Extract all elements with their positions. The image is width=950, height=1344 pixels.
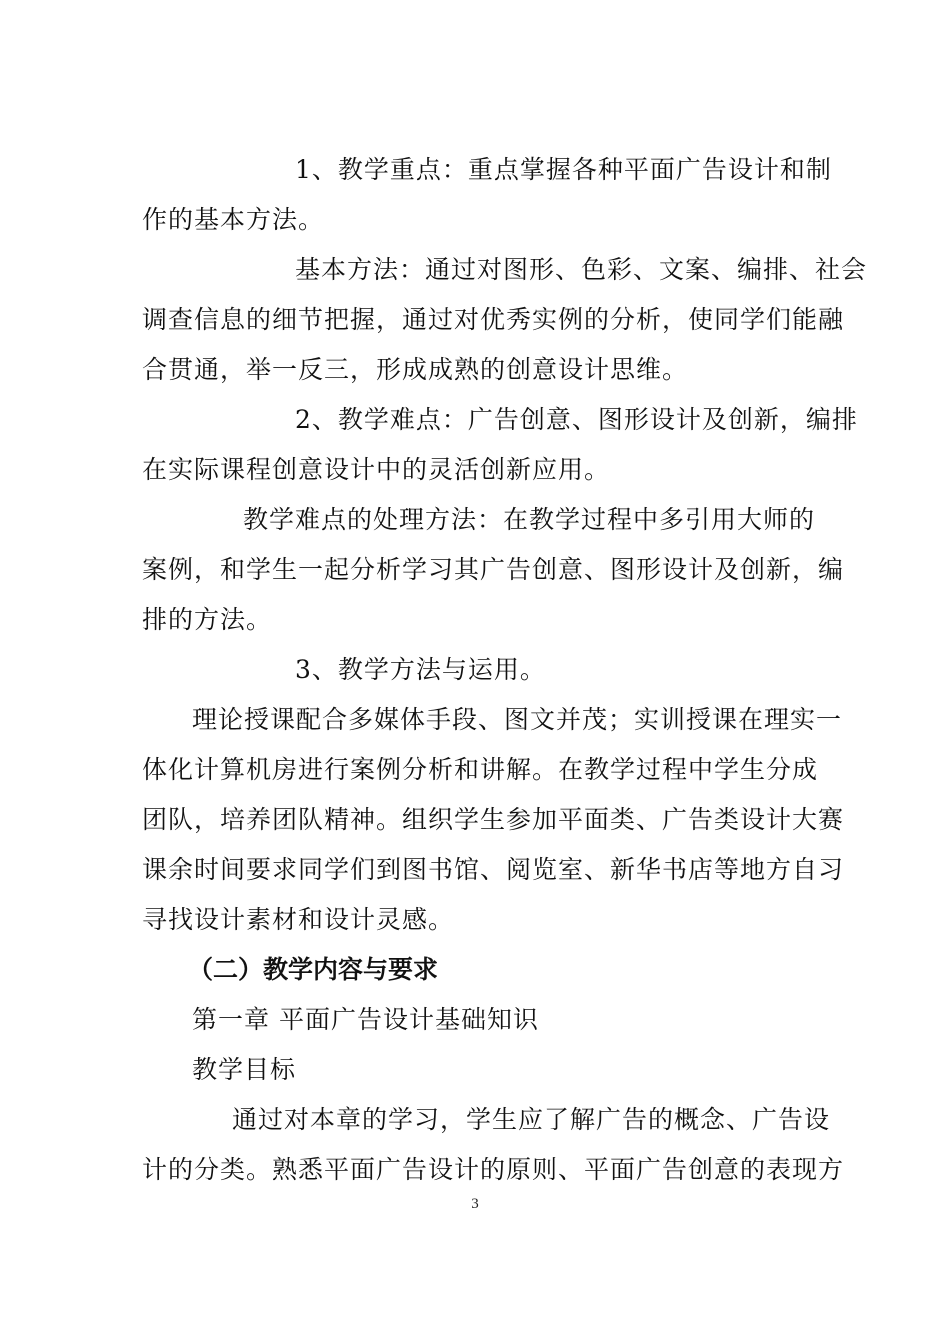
text-line-theory-cont1: 体化计算机房进行案例分析和讲解。在教学过程中学生分成 — [142, 755, 819, 784]
text-line-goal: 通过对本章的学习，学生应了解广告的概念、广告设 — [232, 1105, 831, 1134]
text-line-theory-cont2: 团队，培养团队精神。组织学生参加平面类、广告类设计大赛 — [142, 805, 845, 834]
text-line-basic-method-cont2: 合贯通，举一反三，形成成熟的创意设计思维。 — [142, 355, 689, 384]
text-line-difficulty: 2、教学难点：广告创意、图形设计及创新，编排 — [295, 405, 858, 434]
text-line-key-point-cont: 作的基本方法。 — [142, 205, 325, 234]
chapter-title: 第一章 平面广告设计基础知识 — [192, 1005, 539, 1034]
text-line-difficulty-method-cont2: 排的方法。 — [142, 605, 273, 634]
text-line-goal-cont: 计的分类。熟悉平面广告设计的原则、平面广告创意的表现方 — [142, 1155, 845, 1184]
text-line-teaching-method: 3、教学方法与运用。 — [295, 655, 546, 684]
text-line-theory-cont4: 寻找设计素材和设计灵感。 — [142, 905, 455, 934]
text-line-difficulty-cont: 在实际课程创意设计中的灵活创新应用。 — [142, 455, 611, 484]
text-line-difficulty-method-cont1: 案例，和学生一起分析学习其广告创意、图形设计及创新，编 — [142, 555, 845, 584]
text-line-basic-method-cont1: 调查信息的细节把握，通过对优秀实例的分析，使同学们能融 — [142, 305, 845, 334]
text-line-basic-method: 基本方法：通过对图形、色彩、文案、编排、社会 — [295, 255, 868, 284]
subheading-teaching-goal: 教学目标 — [192, 1055, 297, 1084]
text-line-theory-cont3: 课余时间要求同学们到图书馆、阅览室、新华书店等地方自习 — [142, 855, 845, 884]
section-heading: （二）教学内容与要求 — [188, 955, 439, 984]
page-number: 3 — [471, 1196, 479, 1212]
text-line-theory: 理论授课配合多媒体手段、图文并茂；实训授课在理实一 — [192, 705, 843, 734]
text-line-key-point: 1、教学重点：重点掌握各种平面广告设计和制 — [295, 155, 832, 184]
text-line-difficulty-method: 教学难点的处理方法：在教学过程中多引用大师的 — [243, 505, 816, 534]
